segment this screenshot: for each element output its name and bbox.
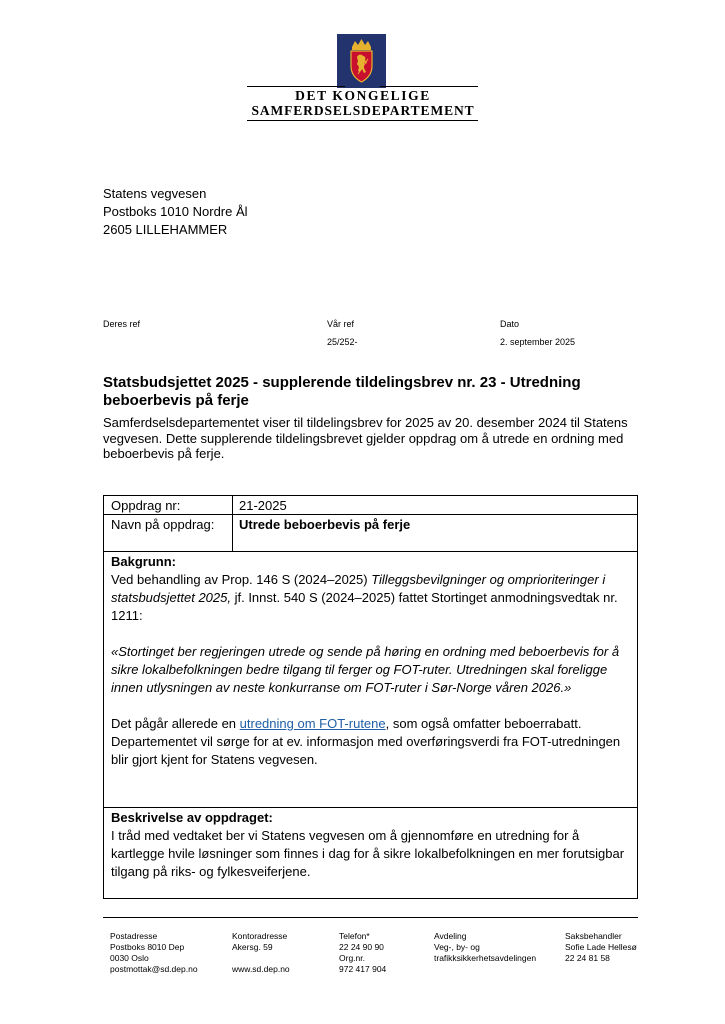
- footer-text: [232, 953, 290, 964]
- footer-text: Saksbehandler: [565, 931, 622, 941]
- recipient-street: Postboks 1010 Nordre Ål: [103, 204, 248, 219]
- bakgrunn-text-a: Ved behandling av Prop. 146 S (2024–2025): [111, 572, 372, 587]
- footer-text: Sofie Lade Hellesø: [565, 942, 637, 952]
- footer-col-postadresse: [110, 931, 198, 975]
- bakgrunn-text-b: jf. Innst. 540 S (2024–2025) fattet Stortinget anmodningsvedtak nr. 1211:: [111, 590, 618, 623]
- footer-col-telefon: [339, 931, 386, 975]
- footer-website: www.sd.dep.no: [232, 964, 290, 974]
- letterhead-line1: DET KONGELIGE: [295, 88, 431, 103]
- footer-email: postmottak@sd.dep.no: [110, 964, 198, 974]
- footer-text: 22 24 81 58: [565, 953, 610, 963]
- dato-value: 2. september 2025: [500, 337, 576, 347]
- navn-value: Utrede beboerbevis på ferje: [239, 517, 411, 532]
- footer-text: Kontoradresse: [232, 931, 288, 941]
- bakgrunn-text-italic: Tilleggsbevilgninger og omprioriteringer i statsbudsjettet 2025,: [111, 572, 606, 605]
- footer-text: trafikksikkerhetsavdelingen: [434, 953, 537, 963]
- dato-label: Dato: [500, 319, 520, 329]
- recipient-address: [103, 185, 248, 239]
- footer-text: Postboks 8010 Dep: [110, 942, 185, 952]
- royal-crest-icon: [337, 34, 386, 88]
- letterhead-rule-left: [247, 86, 345, 87]
- assignment-table: [103, 495, 638, 899]
- bakgrunn-paragraph: [111, 571, 631, 625]
- beskrivelse-section: [111, 809, 631, 881]
- footer-col-kontoradresse: [232, 931, 290, 975]
- beskrivelse-text: I tråd med vedtaket ber vi Statens vegvesen om å gjennomføre en utredning for å kartlegge hvile løsninger som finnes i dag for å sikre lokalbefolkningen en mer forutsigbar tilgang på riks- og fylkesveiferjene.: [111, 828, 625, 879]
- navn-label: Navn på oppdrag:: [111, 517, 215, 532]
- footer-col-saksbehandler: [565, 931, 637, 964]
- footer-text: Avdeling: [434, 931, 467, 941]
- deres-ref-label: Deres ref: [103, 319, 141, 329]
- recipient-name: Statens vegvesen: [103, 186, 207, 201]
- stortinget-quote: «Stortinget ber regjeringen utrede og sende på høring en ordning med beboerbevis for å sikre lokalbefolkningen bedre tilgang til ferger og FOT-ruter. Utredningen skal foreligge innen utlysningen av neste konkurranse om FOT-ruter i Sør-Norge våren 2026.»: [111, 644, 620, 695]
- var-ref-label: Vår ref: [327, 319, 355, 329]
- footer-text: 0030 Oslo: [110, 953, 149, 963]
- intro-paragraph: Samferdselsdepartementet viser til tildelingsbrev for 2025 av 20. desember 2024 til Statens vegvesen. Dette supplerende tildelingsbrevet gjelder oppdrag om å utrede en ordning med beboerbevis på ferje.: [103, 415, 628, 461]
- fot-text-b: , som også omfatter beboerrabatt. Departementet vil sørge for at ev. informasjon med overføringsverdi fra FOT-utredningen blir gjort kjent for Statens vegvesen.: [111, 716, 621, 767]
- footer-col-avdeling: [434, 931, 536, 964]
- oppdrag-nr-label: Oppdrag nr:: [111, 498, 181, 513]
- recipient-city: 2605 LILLEHAMMER: [103, 222, 228, 237]
- footer-text: Postadresse: [110, 931, 158, 941]
- fot-utredning-link[interactable]: utredning om FOT-rutene: [239, 716, 386, 731]
- footer-text: Org.nr.: [339, 953, 365, 963]
- table-divider: [104, 807, 637, 808]
- beskrivelse-heading: Beskrivelse av oppdraget:: [111, 810, 273, 825]
- letterhead-rule-right: [380, 86, 478, 87]
- table-column-divider: [232, 496, 233, 551]
- footer-text: Telefon*: [339, 931, 370, 941]
- table-divider: [104, 514, 637, 515]
- footer-rule: [103, 917, 638, 918]
- fot-paragraph: [111, 715, 631, 769]
- letter-title: Statsbudsjettet 2025 - supplerende tildelingsbrev nr. 23 - Utredning beboerbevis på ferje: [103, 374, 581, 409]
- fot-text-a: Det pågår allerede en: [111, 716, 240, 731]
- letterhead-rule-bottom: [247, 120, 478, 121]
- bakgrunn-heading: Bakgrunn:: [111, 554, 176, 569]
- letterhead-line2: SAMFERDSELSDEPARTEMENT: [251, 103, 475, 118]
- table-divider: [104, 551, 637, 552]
- var-ref-value: 25/252-: [327, 337, 358, 347]
- oppdrag-nr-value: 21-2025: [239, 498, 287, 513]
- footer-text: 22 24 90 90: [339, 942, 384, 952]
- footer-text: 972 417 904: [339, 964, 387, 974]
- bakgrunn-section: [111, 553, 631, 769]
- footer-text: Veg-, by- og: [434, 942, 480, 952]
- footer-text: Akersg. 59: [232, 942, 273, 952]
